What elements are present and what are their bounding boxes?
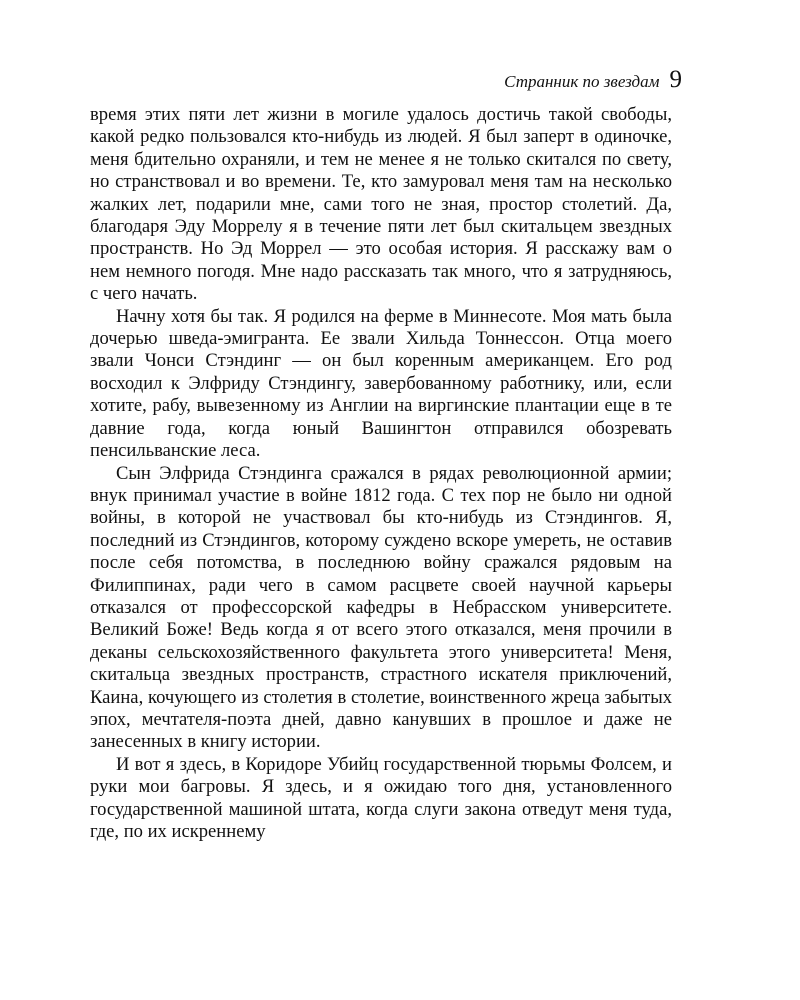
page-number: 9 <box>669 66 682 93</box>
running-title: Странник по звездам <box>504 72 660 91</box>
paragraph: время этих пяти лет жизни в могиле удалось достичь такой свободы, какой редко пользовался кто-нибудь из людей. Я был заперт в одиночке, меня бдительно охраняли, и тем не менее я не только скитался по свету, но странствовал и во времени. Те, кто замуровал меня там на несколько жалких лет, подарили мне, сами того не зная, простор столетий. Да, благодаря Эду Моррелу я в течение пяти лет был скитальцем звездных пространств. Но Эд Моррел — это особая история. Я расскажу вам о нем немного погодя. Мне надо рассказать так много, что я затрудняюсь, с чего начать. <box>90 104 672 305</box>
text-body <box>90 104 672 843</box>
paragraph: И вот я здесь, в Коридоре Убийц государственной тюрьмы Фолсем, и руки мои багровы. Я здесь, и я ожидаю того дня, установленного государственной машиной штата, когда слуги закона отведут меня туда, где, по их искреннему <box>90 753 672 842</box>
paragraph: Сын Элфрида Стэндинга сражался в рядах революционной армии; внук принимал участие в войне 1812 года. С тех пор не было ни одной войны, в которой не участвовал бы кто-нибудь из Стэндингов. Я, последний из Стэндингов, которому суждено вскоре умереть, не оставив после себя потомства, в последнюю войну сражался рядовым на Филиппинах, ради чего в самом расцвете своей научной карьеры отказался от профессорской кафедры в Небрасском университете. Великий Боже! Ведь когда я от всего этого отказался, меня прочили в деканы сельскохозяйственного факультета этого университета! Меня, скитальца звездных пространств, страстного искателя приключений, Каина, кочующего из столетия в столетие, воинственного жреца забытых эпох, мечтателя-поэта дней, давно канувших в прошлое и даже не занесенных в книгу истории. <box>90 462 672 753</box>
running-head <box>504 66 682 94</box>
paragraph: Начну хотя бы так. Я родился на ферме в Миннесоте. Моя мать была дочерью шведа-эмигранта. Ее звали Хильда Тоннессон. Отца моего звали Чонси Стэндинг — он был коренным американцем. Его род восходил к Элфриду Стэндингу, завербованному работнику, или, если хотите, рабу, вывезенному из Англии на виргинские плантации еще в те давние года, когда юный Вашингтон отправился обозревать пенсильванские леса. <box>90 305 672 462</box>
